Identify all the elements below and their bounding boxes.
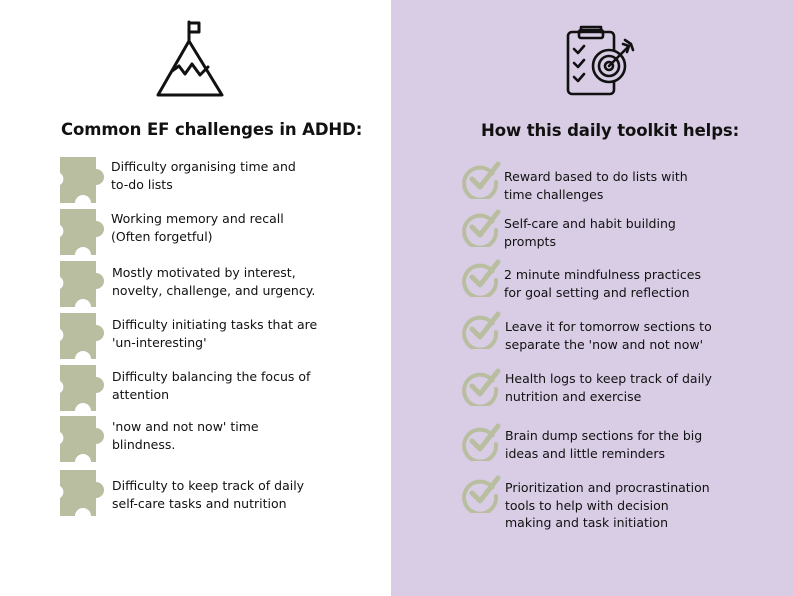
left-heading: Common EF challenges in ADHD: xyxy=(61,120,363,139)
right-heading: How this daily toolkit helps: xyxy=(481,121,740,140)
check-circle-icon xyxy=(461,207,501,247)
clipboard-target-icon xyxy=(563,22,637,98)
check-circle-icon xyxy=(461,159,501,199)
check-circle-icon xyxy=(461,257,501,297)
check-circle-icon xyxy=(461,473,501,513)
check-circle-icon xyxy=(461,309,501,349)
puzzle-piece-icon xyxy=(60,313,106,359)
puzzle-piece-icon xyxy=(60,261,106,307)
check-circle-icon xyxy=(461,366,501,406)
puzzle-piece-icon xyxy=(60,157,106,203)
mountain-flag-icon xyxy=(154,20,226,100)
puzzle-piece-icon xyxy=(60,470,106,516)
puzzle-piece-icon xyxy=(60,209,106,255)
check-circle-icon xyxy=(461,421,501,461)
puzzle-piece-icon xyxy=(60,365,106,411)
puzzle-piece-icon xyxy=(60,416,106,462)
